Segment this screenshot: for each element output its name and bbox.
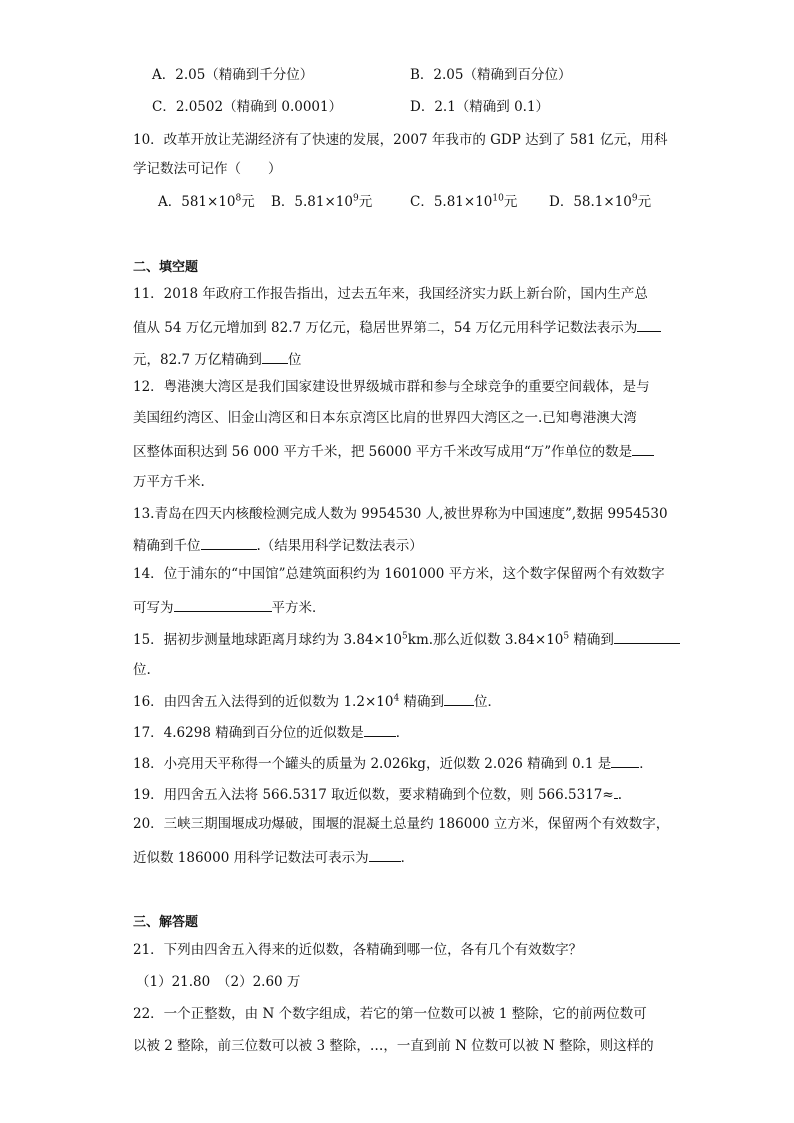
q9-option-d: D．2.1（精确到 0.1） bbox=[410, 99, 550, 115]
q12-line-1: 12．粤港澳大湾区是我们国家建设世界级城市群和参与全球竞争的重要空间载体，是与 bbox=[133, 379, 650, 395]
q14-line-1: 14．位于浦东的“中国馆”总建筑面积约为 1601000 平方米，这个数字保留两个有效数字 bbox=[133, 566, 665, 582]
q12-line-3: 区整体面积达到 56 000 平方千米，把 56000 平方千米改写成用“万”作单位的数是 bbox=[133, 440, 654, 462]
answer-blank[interactable] bbox=[364, 721, 396, 737]
answer-blank[interactable] bbox=[369, 846, 401, 862]
answer-blank[interactable] bbox=[444, 690, 474, 706]
q10-option-b: B．$5.81\times 10^9$元 bbox=[271, 193, 373, 210]
q16-line: 16．由四舍五入法得到的近似数为 $1.2\times 10^4$ 精确到 位． bbox=[133, 690, 501, 712]
q11-line-3: 元，82.7 万亿精确到 位 bbox=[133, 348, 301, 370]
q17-line: 17．4.6298 精确到百分位的近似数是 ． bbox=[133, 721, 409, 743]
answer-blank[interactable] bbox=[611, 752, 639, 768]
q10-line-2: 学记数法可记作（ ） bbox=[133, 161, 282, 177]
q9-option-b: B．2.05（精确到百分位） bbox=[410, 67, 572, 83]
q11-line-2: 值从 54 万亿元增加到 82.7 万亿元，稳居世界第二，54 万亿元用科学记数法表示为 bbox=[133, 316, 661, 338]
q19-line: 19．用四舍五入法将 566.5317 取近似数，要求精确到个位数，则 566.5317≈ . bbox=[133, 783, 622, 805]
q21-line-1: 21．下列由四舍五入得来的近似数，各精确到哪一位，各有几个有效数字？ bbox=[133, 942, 583, 958]
q12-line-2: 美国纽约湾区、旧金山湾区和日本东京湾区比肩的世界四大湾区之一.已知粤港澳大湾 bbox=[133, 410, 637, 426]
q15-line-2: 位. bbox=[133, 662, 151, 678]
answer-blank[interactable] bbox=[632, 440, 654, 456]
section-answer-title: 三、解答题 bbox=[133, 915, 199, 930]
q11-line-1: 11．2018 年政府工作报告指出，过去五年来，我国经济实力跃上新台阶，国内生产总 bbox=[133, 286, 648, 302]
q22-line-1: 22．一个正整数，由 N 个数字组成，若它的第一位数可以被 1 整除，它的前两位数可 bbox=[133, 1006, 647, 1022]
answer-blank[interactable] bbox=[262, 348, 288, 364]
answer-blank[interactable] bbox=[614, 628, 680, 644]
q13-line-1: 13.青岛在四天内核酸检测完成人数为 9954530 人,被世界称为中国速度”,数据 9954530 bbox=[133, 506, 668, 522]
q9-option-a: A．2.05（精确到千分位） bbox=[152, 67, 314, 83]
q21-line-2: （1）21.80 （2）2.60 万 bbox=[136, 974, 301, 990]
q20-line-1: 20．三峡三期围堰成功爆破，围堰的混凝土总量约 186000 立方米，保留两个有效数字， bbox=[133, 816, 670, 832]
section-fill-blank-title: 二、填空题 bbox=[133, 260, 199, 275]
answer-blank[interactable] bbox=[201, 534, 257, 550]
q10-option-d: D．$58.1\times 10^9$元 bbox=[549, 193, 652, 210]
q10-line-1: 10．改革开放让芜湖经济有了快速的发展，2007 年我市的 GDP 达到了 581 亿元，用科 bbox=[133, 132, 668, 148]
q22-line-2: 以被 2 整除，前三位数可以被 3 整除，…，一直到前 N 位数可以被 N 整除，则这样的 bbox=[133, 1038, 654, 1054]
answer-blank[interactable] bbox=[174, 596, 272, 612]
answer-blank[interactable] bbox=[637, 316, 661, 332]
q14-line-2: 可写为 平方米． bbox=[133, 596, 326, 618]
q10-option-a: A．$581\times 10^8$元 bbox=[158, 193, 255, 210]
q12-line-4: 万平方千米. bbox=[133, 474, 205, 490]
q15-line-1: 15．据初步测量地球距离月球约为 $3.84\times 10^5km$.那么近似数 $3.84\times 10^5$ 精确到 bbox=[133, 628, 680, 650]
q10-option-c: C．$5.81\times 10^{10}$元 bbox=[410, 193, 518, 210]
q20-line-2: 近似数 186000 用科学记数法可表示为 ． bbox=[133, 846, 414, 868]
q9-option-c: C．2.0502（精确到 0.0001） bbox=[152, 99, 343, 115]
q13-line-2: 精确到千位 .（结果用科学记数法表示） bbox=[133, 534, 423, 556]
q18-line: 18．小亮用天平称得一个罐头的质量为 2.026kg，近似数 2.026 精确到 0.1 是 ． bbox=[133, 752, 653, 774]
